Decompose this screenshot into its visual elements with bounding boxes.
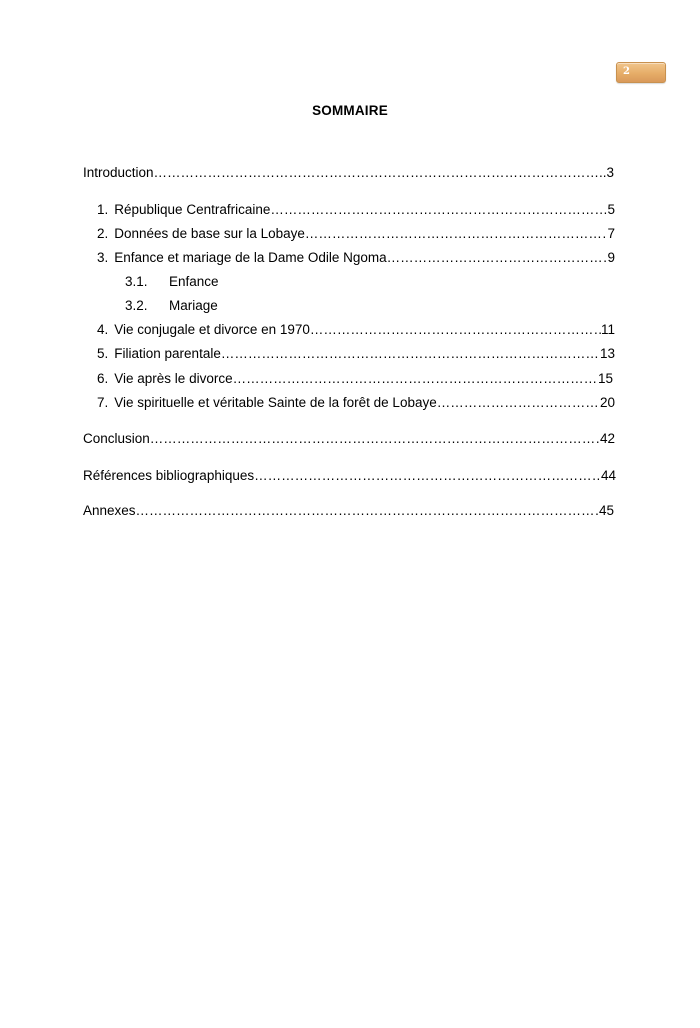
toc-entry-label: Annexes	[83, 503, 136, 518]
toc-leader-dots	[150, 430, 600, 447]
toc-leader-dots	[437, 394, 600, 411]
toc-entry-page: 15	[597, 371, 613, 386]
toc-entry-item-2[interactable]	[97, 225, 615, 242]
toc-entry-number: 3.1.	[125, 274, 148, 289]
toc-entry-label: Données de base sur la Lobaye	[114, 226, 305, 241]
toc-entry-page: ..3	[598, 165, 614, 180]
toc-leader-dots	[310, 321, 601, 338]
toc-entry-label: Vie après le divorce	[114, 371, 233, 386]
toc-entry-label: Mariage	[169, 298, 218, 313]
toc-entry-number: 2.	[97, 226, 109, 241]
toc-entry-number: 3.	[97, 250, 109, 265]
toc-entry-number: 3.2.	[125, 298, 148, 313]
toc-entry-label: Introduction	[83, 165, 154, 180]
toc-entry-item-7[interactable]	[97, 394, 615, 411]
toc-leader-dots	[221, 345, 600, 362]
toc-leader-dots	[154, 164, 599, 181]
toc-entry-page: 11	[600, 322, 615, 337]
toc-entry-item-5[interactable]	[97, 345, 615, 362]
toc-entry-number: 1.	[97, 202, 109, 217]
toc-entry-number: 6.	[97, 371, 109, 386]
toc-entry-item-6[interactable]	[97, 370, 613, 387]
toc-entry-page: 5	[607, 202, 615, 217]
toc-leader-dots	[305, 225, 608, 242]
toc-entry-label: Vie conjugale et divorce en 1970	[114, 322, 310, 337]
toc-entry-item-4[interactable]	[97, 321, 615, 338]
toc-entry-page: 42	[599, 431, 615, 446]
toc-leader-dots	[233, 370, 598, 387]
page-number-badge	[616, 62, 666, 83]
toc-entry-item-3[interactable]	[97, 249, 615, 266]
toc-entry-number: 5.	[97, 346, 109, 361]
toc-entry-number: 4.	[97, 322, 109, 337]
toc-entry-introduction[interactable]	[83, 164, 614, 181]
page-title: SOMMAIRE	[312, 103, 388, 118]
toc-entry-item-3-1[interactable]	[125, 273, 219, 290]
toc-entry-annexes[interactable]	[83, 502, 614, 519]
toc-entry-page: 13	[599, 346, 615, 361]
toc-entry-label: République Centrafricaine	[114, 202, 271, 217]
toc-entry-page: 45	[598, 503, 614, 518]
page-number: 2	[623, 66, 630, 77]
toc-entry-number: 7.	[97, 395, 109, 410]
toc-entry-page: 20	[599, 395, 615, 410]
toc-entry-label: Enfance et mariage de la Dame Odile Ngoma	[114, 250, 387, 265]
toc-leader-dots	[254, 467, 601, 484]
toc-entry-page: 9	[607, 250, 615, 265]
toc-entry-conclusion[interactable]	[83, 430, 615, 447]
toc-entry-label: Conclusion	[83, 431, 150, 446]
toc-leader-dots	[270, 201, 607, 218]
toc-entry-item-3-2[interactable]	[125, 297, 218, 314]
toc-entry-label: Références bibliographiques	[83, 468, 255, 483]
toc-entry-label: Enfance	[169, 274, 219, 289]
toc-entry-references[interactable]	[83, 467, 616, 484]
toc-leader-dots	[136, 502, 599, 519]
toc-entry-item-1[interactable]	[97, 201, 615, 218]
toc-entry-label: Vie spirituelle et véritable Sainte de la forêt de Lobaye	[114, 395, 437, 410]
toc-entry-page: 44	[600, 468, 616, 483]
toc-entry-page: 7	[607, 226, 615, 241]
toc-entry-label: Filiation parentale	[114, 346, 221, 361]
toc-leader-dots	[387, 249, 608, 266]
